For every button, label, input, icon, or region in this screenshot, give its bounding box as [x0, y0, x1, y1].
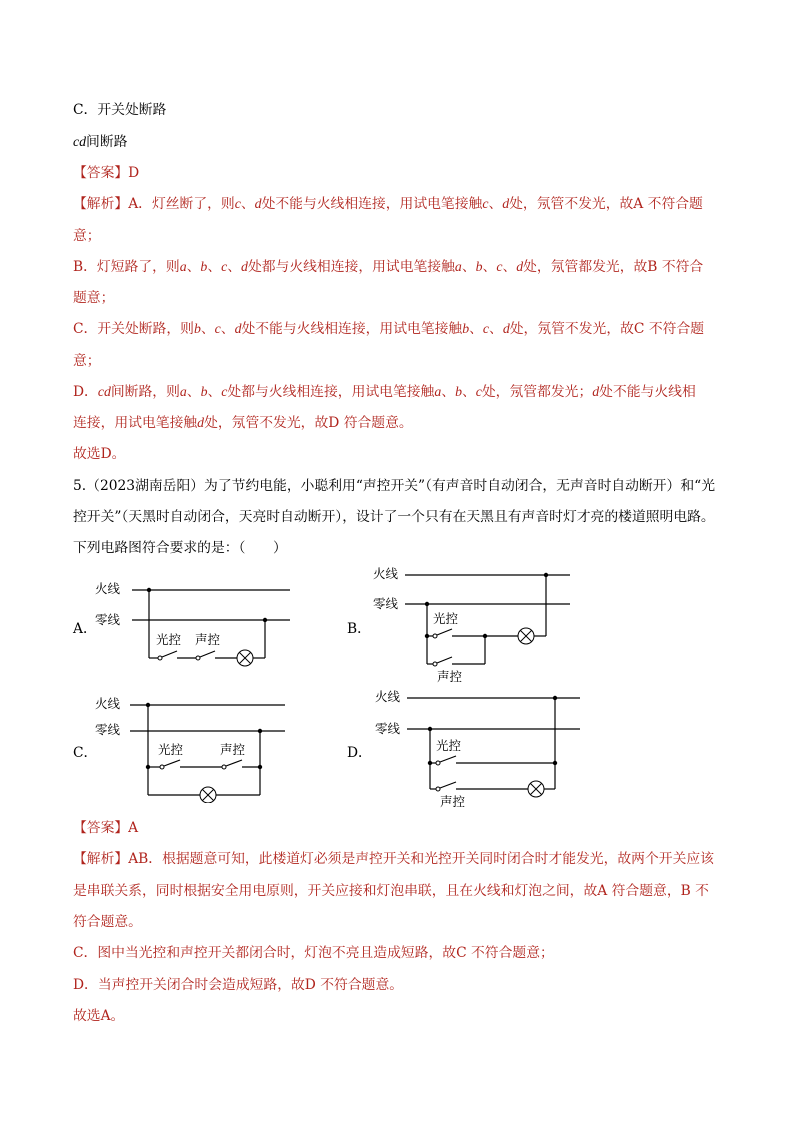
- circuit-diagram-d: [372, 686, 587, 811]
- explain2-line-5: D．当声控开关闭合时会造成短路，故D 不符合题意。: [73, 977, 404, 993]
- light-switch-label: 光控: [158, 742, 184, 757]
- choice-1: 故选D。: [73, 446, 126, 462]
- explain-line-2: 意；: [73, 228, 101, 244]
- explain-line-7: D．cd间断路，则a、b、c处都与火线相连接，用试电笔接触a、b、c处，氖管都发光；d处不能与火线相: [73, 384, 696, 400]
- question-5-line-3: 下列电路图符合要求的是：（ ）: [73, 540, 287, 556]
- sound-switch-label: 声控: [437, 669, 463, 684]
- sound-switch-label: 声控: [440, 794, 466, 809]
- explain2-line-4: C．图中当光控和声控开关都闭合时，灯泡不亮且造成短路，故C 不符合题意；: [73, 945, 554, 961]
- neutral-wire-label: 零线: [375, 721, 401, 736]
- circuit-diagram-a: [90, 578, 305, 683]
- choice-2: 故选A。: [73, 1008, 125, 1024]
- explain-line-1: 【解析】A．灯丝断了，则c、d处不能与火线相连接，用试电笔接触c、d处，氖管不发光，故A 不符合题: [73, 196, 703, 212]
- option-c: C．开关处断路: [73, 102, 167, 118]
- explain2-line-1: 【解析】AB．根据题意可知，此楼道灯必须是声控开关和光控开关同时闭合时才能发光，故两个开关应该: [73, 851, 714, 867]
- explain-line-6: 意；: [73, 353, 101, 369]
- figure-d-label: D．: [347, 745, 372, 761]
- light-switch-label: 光控: [156, 632, 182, 647]
- light-switch-label: 光控: [436, 738, 462, 753]
- fire-wire-label: 火线: [375, 689, 401, 704]
- light-switch-label: 光控: [433, 611, 459, 626]
- answer-2: 【答案】A: [73, 820, 139, 836]
- explain-line-4: 题意；: [73, 290, 115, 306]
- figure-c-label: C．: [73, 745, 98, 761]
- neutral-wire-label: 零线: [373, 596, 399, 611]
- explain2-line-2: 是串联关系，同时根据安全用电原则，开关应接和灯泡串联，且在火线和灯泡之间，故A 符合题意，B 不: [73, 883, 709, 899]
- sound-switch-label: 声控: [220, 742, 246, 757]
- explain-line-3: B．灯短路了，则a、b、c、d处都与火线相连接，用试电笔接触a、b、c、d处，氖管都发光，故B 不符合: [73, 259, 704, 275]
- neutral-wire-label: 零线: [95, 722, 121, 737]
- figure-b-label: B．: [347, 621, 371, 637]
- explain-line-5: C．开关处断路，则b、c、d处不能与火线相连接，用试电笔接触b、c、d处，氖管不发光，故C 不符合题: [73, 321, 705, 337]
- circuit-diagram-b: [370, 563, 580, 688]
- fire-wire-label: 火线: [95, 581, 121, 596]
- fire-wire-label: 火线: [373, 566, 399, 581]
- question-5-line-2: 控开关”（天黑时自动闭合，天亮时自动断开），设计了一个只有在天黑且有声音时灯才亮的楼道照明电路。: [73, 509, 715, 525]
- sound-switch-label: 声控: [195, 632, 221, 647]
- fire-wire-label: 火线: [95, 696, 121, 711]
- question-5-line-1: 5.（2023湖南岳阳）为了节约电能，小聪利用“声控开关”（有声音时自动闭合，无声音时自动断开）和“光: [73, 478, 716, 494]
- option-d: cd间断路: [73, 134, 128, 150]
- figure-a-label: A．: [73, 621, 97, 637]
- circuit-diagram-c: [90, 693, 300, 803]
- explain-line-8: 连接，用试电笔接触d处，氖管不发光，故D 符合题意。: [73, 415, 413, 431]
- neutral-wire-label: 零线: [95, 612, 121, 627]
- answer-1: 【答案】D: [73, 165, 140, 181]
- explain2-line-3: 符合题意。: [73, 914, 142, 930]
